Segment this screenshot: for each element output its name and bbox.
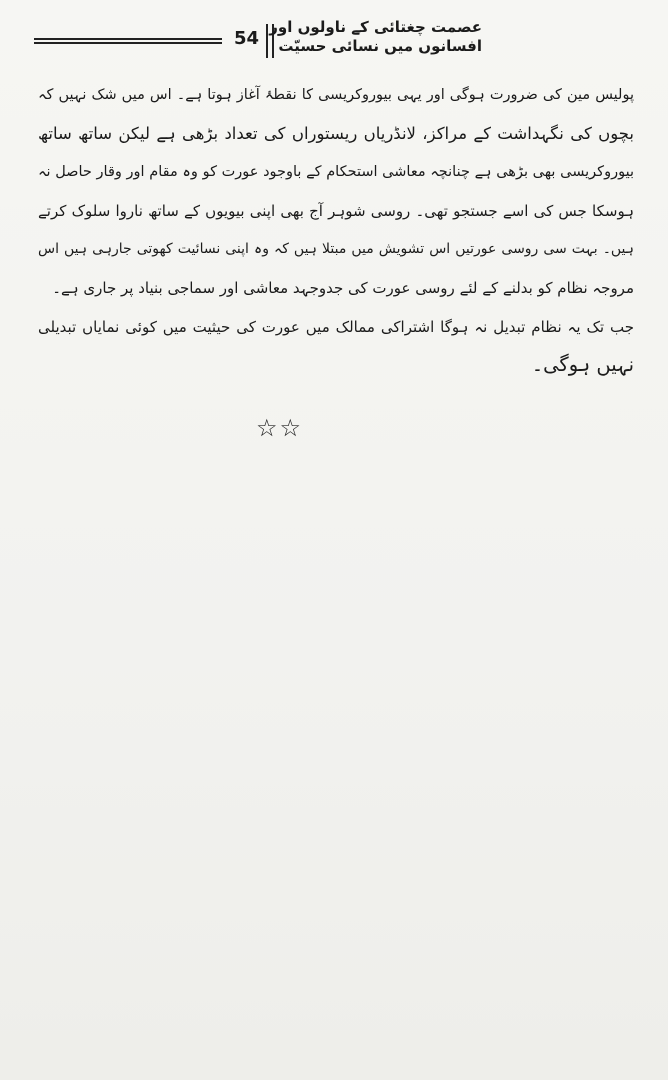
text-line: نہیں ہوگی۔ [531, 353, 634, 377]
running-title-line-1: عصمت چغتائی کے ناولوں اور [269, 18, 482, 36]
body-text [38, 76, 634, 385]
text-line: مروجہ نظام کو بدلنے کے لئے روسی عورت کی جدوجہد معاشی اور سماجی بنیاد پر جاری ہے۔ [52, 278, 634, 297]
page-number: 54 [234, 28, 260, 49]
text-line: پولیس مین کی ضرورت ہوگی اور یہی بیوروکریسی کا نقطۂ آغاز ہوتا ہے۔ اس میں شک نہیں کہ [38, 87, 634, 103]
text-line: بیوروکریسی بھی بڑھی ہے چنانچہ معاشی استحکام کے باوجود عورت کو وہ مقام اور وقار حاصل نہ [38, 164, 634, 181]
text-line: بچوں کی نگہداشت کے مراکز، لانڈریاں ریستوراں کی تعداد بڑھی ہے لیکن ساتھ ساتھ [38, 123, 634, 143]
text-line: ہیں۔ بہت سی روسی عورتیں اس تشویش میں مبتلا ہیں کہ وہ اپنی نسائیت کھوتی جارہی ہیں اس [38, 241, 634, 258]
running-title [269, 18, 482, 56]
header-rule [34, 38, 222, 44]
text-line: ہوسکا جس کی اسے جستجو تھی۔ روسی شوہر آج بھی اپنی بیویوں کے ساتھ ناروا سلوک کرتے [38, 201, 634, 220]
running-title-line-2: افسانوں میں نسائی حسیّت [278, 37, 482, 55]
section-end-stars: ☆☆ [256, 414, 304, 442]
page-header [30, 18, 638, 68]
text-line: جب تک یہ نظام تبدیل نہ ہوگا اشتراکی ممالک میں عورت کی حیثیت میں کوئی نمایاں تبدیلی [38, 317, 634, 336]
